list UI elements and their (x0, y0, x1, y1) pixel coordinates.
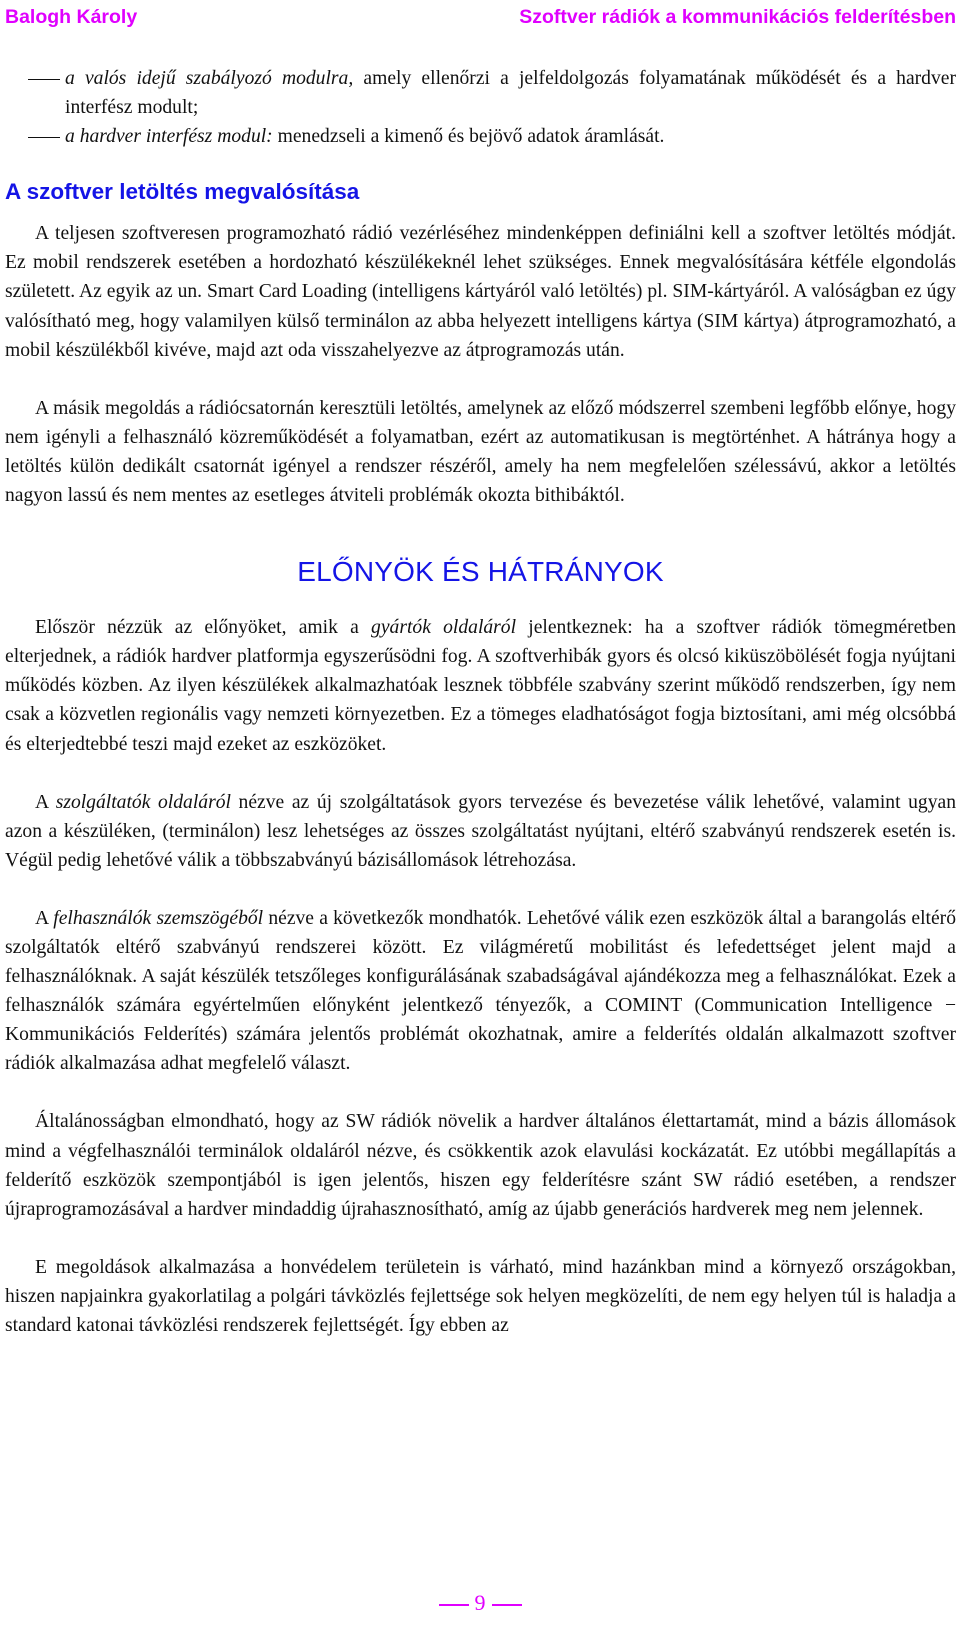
dash-bullet-icon (5, 64, 65, 122)
dash-bullet-icon (5, 122, 65, 151)
emphasis: szolgáltatók oldaláról (55, 791, 231, 813)
section-title: ELŐNYÖK ÉS HÁTRÁNYOK (297, 556, 664, 588)
header-title: Szoftver rádiók a kommunikációs felderítésben (519, 6, 956, 28)
list-item (5, 122, 956, 151)
emphasis: gyártók oldaláról (371, 617, 517, 639)
list-item-text: amely ellenőrzi a jelfeldolgozás folyamatának működését és a hardver interfész modult; (65, 68, 956, 119)
list-item-term: a valós idejű szabályozó modulra, (65, 68, 354, 89)
paragraph: A szolgáltatók oldaláról nézve az új szolgáltatások gyors tervezése és bevezetése válik lehetővé, valamint ugyan azon a készüléken, (terminálon) lesz lehetséges az összes szolgáltatást nyújtani, eltérő szabványú rendszerek esetén is. Végül pedig lehetővé válik a többszabványú bázisállomások létrehozása. (5, 791, 957, 871)
page-header (5, 0, 956, 45)
header-author: Balogh Károly (5, 6, 138, 28)
footer-rule-left (439, 1604, 469, 1606)
module-list (5, 64, 956, 151)
list-item-term: a hardver interfész modul: (65, 126, 273, 148)
emphasis: felhasználók szemszögéből (53, 907, 264, 929)
paragraph: Általánosságban elmondható, hogy az SW rádiók növelik a hardver általános élettartamát, mind a bázis állomások mind a végfelhasználói terminálok oldaláról nézve, és csökkentik azok elavulási kockázatát. Ez utóbbi megállapítás a felderítő eszközök szempontjából is igen jelentős, hiszen egy felderítésre szánt SW rádió esetében, a rendszer újraprogramozásával a hardver mindaddig újrahasznosítható, amíg az újabb generációs hardverek meg nem jelennek. (5, 1111, 956, 1220)
list-item (5, 64, 956, 122)
document-body (5, 64, 956, 1340)
page-number: 9 (474, 1590, 486, 1615)
list-item-text: menedzseli a kimenő és bejövő adatok áramlását. (272, 126, 665, 148)
subheading: A szoftver letöltés megvalósítása (5, 179, 360, 205)
paragraph: A teljesen szoftveresen programozható rádió vezérléséhez mindenképpen definiálni kell a szoftver letöltés módját. Ez mobil rendszerek esetében a hordozható készülékeknél lehet szükséges. Ennek megvalósítására kétféle elgondolás született. Az egyik az un. Smart Card Loading (intelligens kártyáról való letöltés) pl. SIM-kártyáról. A valóságban ez úgy valósítható meg, hogy valamilyen külső terminálon az abba helyezett intelligens kártya (SIM kártya) átprogramozható, a mobil készülékből kivéve, majd azt oda visszahelyezve az átprogramozás után. (5, 223, 956, 361)
paragraph: A felhasználók szemszögéből nézve a következők mondhatók. Lehetővé válik ezen eszközök által a barangolás eltérő szolgáltatók eltérő szabványú rendszerei között. Ez világméretű mobilitást és lefedettséget jelent majd a felhasználóknak. A saját készülék tetszőleges konfigurálásának szabadságával ajándékozza meg a felhasználókat. Ezek a felhasználók számára egyértelműen előnyként jelentkező tényezők, a COMINT (Communication Intelligence − Kommunikációs Felderítés) számára jelentős problémát okozhatnak, amire a felderítés oldalán alkalmazott szoftver rádiók alkalmazása adhat megfelelő választ. (5, 907, 957, 1075)
paragraph: A másik megoldás a rádiócsatornán keresztüli letöltés, amelynek az előző módszerrel szembeni legfőbb előnye, hogy nem igényli a felhasználó közreműködését a folyamatban, ezért az automatikusan is megtörténhet. A hátránya hogy a letöltés külön dedikált csatornát igényel a rendszer részéről, amely ha nem megfelelően szélessávú, akkor a letöltés nagyon lassú és nem mentes az esetleges átviteli problémák okozta bithibáktól. (5, 397, 956, 507)
page-footer (0, 1588, 960, 1618)
paragraph: E megoldások alkalmazása a honvédelem területein is várható, mind hazánkban mind a környező országokban, hiszen napjainkra gyakorlatilag a polgári távközlés fejlettsége sok helyen megközelíti, de nem egy helyen túl is haladja a standard katonai távközlési rendszerek fejlettségét. Így ebben az (5, 1256, 956, 1336)
paragraph: Először nézzük az előnyöket, amik a gyártók oldaláról jelentkeznek: ha a szoftver rádiók tömegméretben elterjednek, a rádiók hardver platformja egyszerűsödni fog. A szoftverhibák gyors és olcsó kiküszöbölését fogja nyújtani működés közben. Az ilyen készülékek alkalmazhatóak lesznek többféle szabvány szerint működő rendszerben, így nem csak a közvetlen regionális vagy nemzeti környezetben. Ez a tömeges eladhatóságot fogja biztosítani, ami még olcsóbbá és elterjedtebbé teszi majd ezeket az eszközöket. (5, 617, 957, 755)
footer-rule-right (492, 1604, 522, 1606)
